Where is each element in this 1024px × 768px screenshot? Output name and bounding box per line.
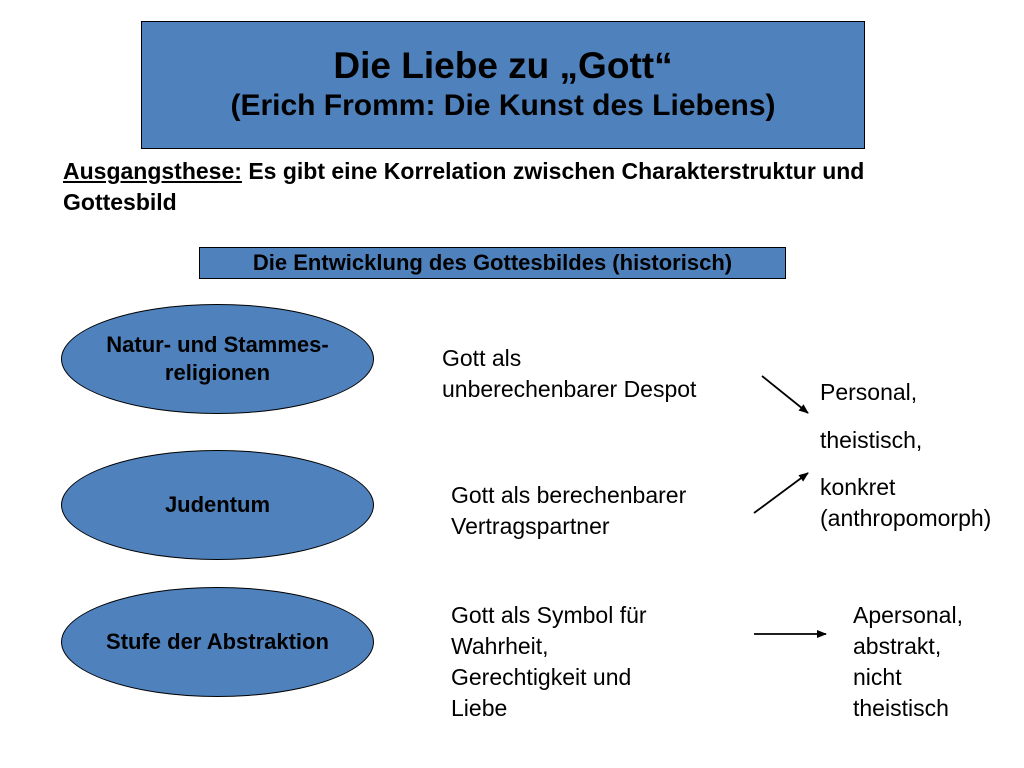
stage-name-line: religionen <box>164 360 271 385</box>
stage-name: Stufe der Abstraktion <box>106 629 329 654</box>
description-line: unberechenbarer Despot <box>442 376 697 402</box>
description-line: Gott als berechenbarer <box>451 482 687 508</box>
arrow-down-right-icon <box>762 376 808 413</box>
stage-name-line: Natur- und Stammes- <box>106 332 329 357</box>
result-line: konkret <box>820 474 896 500</box>
section-heading: Die Entwicklung des Gottesbildes (historisch) <box>199 247 786 279</box>
result-line: Apersonal, <box>853 602 963 628</box>
description-line: Wahrheit, <box>451 633 549 659</box>
description-line: Liebe <box>451 695 508 721</box>
result-line: (anthropomorph) <box>820 505 992 531</box>
description-line: Gott als <box>442 345 522 371</box>
title-subtitle: (Erich Fromm: Die Kunst des Liebens) <box>230 89 776 122</box>
result-line: theistisch, <box>820 427 923 453</box>
arrow-up-right-icon <box>754 473 808 513</box>
description-line: Vertragspartner <box>451 513 610 539</box>
stage-name: Judentum <box>164 492 271 517</box>
title-main: Die Liebe zu „Gott“ <box>333 45 673 86</box>
result-line: theistisch <box>853 695 949 721</box>
result-line: nicht <box>853 664 902 690</box>
description-line: Gerechtigkeit und <box>451 664 632 690</box>
description-line: Gott als Symbol für <box>451 602 647 628</box>
thesis-text: Es gibt eine Korrelation zwischen Charakterstruktur und Gottesbild <box>63 158 865 215</box>
thesis-label: Ausgangsthese: <box>63 158 242 184</box>
result-line: Personal, <box>820 379 918 405</box>
result-line: abstrakt, <box>853 633 942 659</box>
